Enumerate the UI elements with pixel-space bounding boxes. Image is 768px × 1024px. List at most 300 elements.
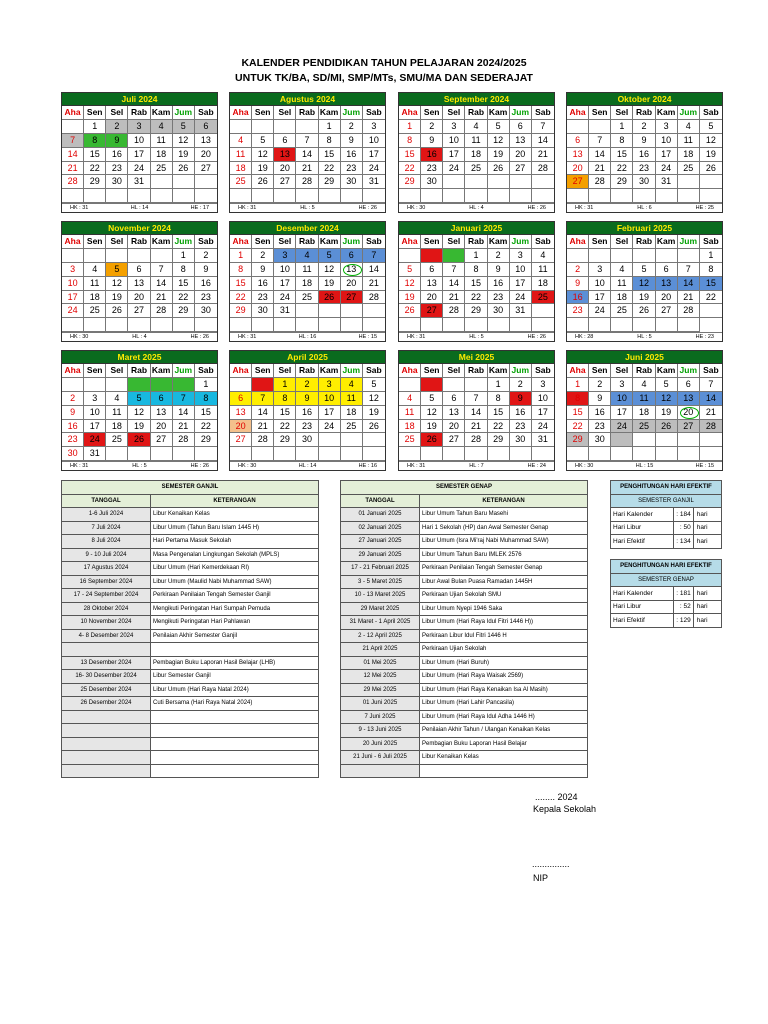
day-cell: 26 <box>319 291 341 305</box>
day-cell <box>128 378 150 392</box>
day-cell: 24 <box>84 433 106 447</box>
day-cell: 5 <box>488 120 510 134</box>
day-cell: 26 <box>656 420 678 434</box>
day-cell: 29 <box>611 175 633 189</box>
day-cell: 11 <box>633 392 655 406</box>
day-cell <box>421 189 443 203</box>
day-cell: 24 <box>274 291 296 305</box>
month-name: Juni 2025 <box>567 351 722 364</box>
day-cell: 23 <box>633 162 655 176</box>
day-cell: 8 <box>465 263 487 277</box>
event-date: 13 Desember 2024 <box>62 656 151 670</box>
day-cell <box>252 120 274 134</box>
day-cell <box>421 378 443 392</box>
day-cell <box>656 318 678 332</box>
day-cell: 25 <box>106 433 128 447</box>
day-cell: 1 <box>465 249 487 263</box>
event-description: Perkiraan Ujian Sekolah <box>420 643 588 657</box>
weekday-header: Sen <box>589 106 611 120</box>
event-date: 27 Januari 2025 <box>341 535 420 549</box>
month-summary-item: HL : 16 <box>298 334 317 341</box>
day-cell: 29 <box>84 175 106 189</box>
day-cell: 25 <box>230 175 252 189</box>
month-days-grid <box>230 235 385 332</box>
day-cell <box>128 249 150 263</box>
day-type-label: Hari Efektif <box>611 535 674 549</box>
day-cell: 2 <box>195 249 217 263</box>
day-cell: 9 <box>62 406 84 420</box>
day-cell: 29 <box>319 175 341 189</box>
weekday-header: Rab <box>128 106 150 120</box>
event-description: Mengikuti Peringatan Hari Sumpah Pemuda <box>151 602 319 616</box>
event-description <box>151 710 319 724</box>
day-cell <box>678 318 700 332</box>
event-description: Penilaian Akhir Semester Ganjil <box>151 629 319 643</box>
weekday-header: Rab <box>633 364 655 378</box>
table-row <box>341 575 588 589</box>
day-cell <box>633 447 655 461</box>
day-cell: 22 <box>700 291 722 305</box>
weekday-header: Sen <box>84 235 106 249</box>
day-cell: 1 <box>195 378 217 392</box>
day-cell: 8 <box>274 392 296 406</box>
month-summary-item: HK : 30 <box>575 463 594 470</box>
month-summary <box>567 203 722 212</box>
table-row <box>62 683 319 697</box>
day-cell <box>443 378 465 392</box>
day-cell <box>678 433 700 447</box>
table-row <box>62 751 319 765</box>
day-cell: 27 <box>443 433 465 447</box>
day-cell <box>173 447 195 461</box>
day-cell <box>656 447 678 461</box>
day-cell: 14 <box>151 277 173 291</box>
month-calendar <box>398 92 555 213</box>
weekday-header: Sel <box>611 106 633 120</box>
weekday-header: Sab <box>195 364 217 378</box>
day-cell: 22 <box>465 291 487 305</box>
event-description <box>151 724 319 738</box>
day-cell: 25 <box>678 162 700 176</box>
day-cell: 21 <box>465 420 487 434</box>
day-cell: 8 <box>230 263 252 277</box>
day-cell: 4 <box>611 263 633 277</box>
day-cell: 28 <box>443 304 465 318</box>
day-cell: 7 <box>173 392 195 406</box>
day-cell: 19 <box>363 406 385 420</box>
day-cell: 30 <box>106 175 128 189</box>
weekday-header: Kam <box>656 106 678 120</box>
day-cell: 1 <box>84 120 106 134</box>
day-cell: 1 <box>274 378 296 392</box>
day-cell: 3 <box>443 120 465 134</box>
weekday-header: Sel <box>443 106 465 120</box>
day-cell: 11 <box>678 134 700 148</box>
month-summary-item: HE : 26 <box>358 205 377 212</box>
day-cell: 1 <box>319 120 341 134</box>
day-cell: 18 <box>465 148 487 162</box>
day-cell: 1 <box>399 120 421 134</box>
weekday-header: Sab <box>700 235 722 249</box>
day-cell: 11 <box>230 148 252 162</box>
day-cell: 17 <box>319 406 341 420</box>
day-cell <box>633 318 655 332</box>
weekday-header: Aha <box>62 364 84 378</box>
month-name: Februari 2025 <box>567 222 722 235</box>
day-cell: 30 <box>589 433 611 447</box>
day-cell: 23 <box>296 420 318 434</box>
month-summary-item: HE : 26 <box>190 463 209 470</box>
month-summary-item: HL : 5 <box>469 334 484 341</box>
day-cell: 23 <box>488 291 510 305</box>
month-name: Oktober 2024 <box>567 93 722 106</box>
effective-days-subtitle: SEMESTER GANJIL <box>611 494 722 508</box>
table-row <box>341 616 588 630</box>
day-cell <box>633 249 655 263</box>
day-cell: 11 <box>465 134 487 148</box>
day-cell <box>532 189 554 203</box>
table-row <box>62 548 319 562</box>
day-cell <box>443 175 465 189</box>
day-cell: 15 <box>274 406 296 420</box>
day-cell: 17 <box>128 148 150 162</box>
event-description: Libur Umum (Hari Raya Natal 2024) <box>151 683 319 697</box>
table-row <box>341 751 588 765</box>
weekday-header: Sel <box>274 235 296 249</box>
day-cell <box>465 175 487 189</box>
event-description: Libur Umum Tahun Baru Masehi <box>420 508 588 522</box>
day-cell: 16 <box>341 148 363 162</box>
day-cell: 31 <box>363 175 385 189</box>
month-name: Maret 2025 <box>62 351 217 364</box>
day-cell: 21 <box>252 420 274 434</box>
day-cell: 31 <box>656 175 678 189</box>
weekday-header: Sab <box>363 364 385 378</box>
day-cell: 8 <box>319 134 341 148</box>
day-cell: 20 <box>678 406 700 420</box>
day-unit: hari <box>693 508 721 522</box>
day-cell: 24 <box>128 162 150 176</box>
day-cell: 22 <box>488 420 510 434</box>
event-date: 25 Desember 2024 <box>62 683 151 697</box>
day-type-label: Hari Kalender <box>611 587 674 601</box>
month-summary <box>62 203 217 212</box>
column-header-tanggal: TANGGAL <box>62 494 151 508</box>
day-cell <box>700 447 722 461</box>
day-cell: 19 <box>252 162 274 176</box>
day-cell: 17 <box>443 148 465 162</box>
day-cell <box>341 433 363 447</box>
day-cell: 12 <box>700 134 722 148</box>
month-summary-item: HL : 5 <box>637 334 652 341</box>
signature-nip: NIP <box>533 873 549 883</box>
event-description: Perkiraan Ujian Sekolah SMU <box>420 589 588 603</box>
weekday-header: Aha <box>62 106 84 120</box>
day-cell: 20 <box>656 291 678 305</box>
effective-days-subtitle: SEMESTER GENAP <box>611 573 722 587</box>
day-cell: 24 <box>363 162 385 176</box>
day-cell <box>488 189 510 203</box>
day-cell: 3 <box>319 378 341 392</box>
day-cell <box>274 447 296 461</box>
day-cell <box>510 189 532 203</box>
day-cell <box>510 318 532 332</box>
event-date: 8 Juli 2024 <box>62 535 151 549</box>
day-cell: 6 <box>567 134 589 148</box>
day-cell: 17 <box>363 148 385 162</box>
day-cell: 6 <box>656 263 678 277</box>
day-cell <box>274 318 296 332</box>
table-row <box>341 737 588 751</box>
day-cell: 31 <box>274 304 296 318</box>
effective-days-ganjil <box>610 480 722 549</box>
day-cell <box>399 378 421 392</box>
day-cell: 26 <box>700 162 722 176</box>
day-cell: 22 <box>399 162 421 176</box>
day-cell: 13 <box>443 406 465 420</box>
day-cell: 5 <box>633 263 655 277</box>
event-description: Perkiraan Libur Idul Fitri 1446 H <box>420 629 588 643</box>
month-days-grid <box>399 235 554 332</box>
event-description: Libur Umum (Isra Mi'raj Nabi Muhammad SAW) <box>420 535 588 549</box>
day-cell <box>633 433 655 447</box>
day-cell: 16 <box>488 277 510 291</box>
day-cell: 14 <box>173 406 195 420</box>
month-summary-item: HE : 15 <box>695 463 714 470</box>
day-cell: 7 <box>678 263 700 277</box>
day-cell: 16 <box>510 406 532 420</box>
event-description: Libur Umum (Hari Raya Idul Fitri 1446 H)) <box>420 616 588 630</box>
day-cell: 4 <box>230 134 252 148</box>
table-title: SEMESTER GANJIL <box>62 481 319 495</box>
day-cell: 15 <box>84 148 106 162</box>
weekday-header: Rab <box>128 235 150 249</box>
day-cell: 26 <box>488 162 510 176</box>
weekday-header: Sel <box>443 364 465 378</box>
weekday-header: Kam <box>151 364 173 378</box>
day-cell <box>230 447 252 461</box>
day-cell: 2 <box>341 120 363 134</box>
column-header-keterangan: KETERANGAN <box>151 494 319 508</box>
table-row <box>62 589 319 603</box>
weekday-header: Sab <box>195 106 217 120</box>
day-cell: 7 <box>296 134 318 148</box>
day-cell: 1 <box>567 378 589 392</box>
day-cell <box>252 318 274 332</box>
day-cell <box>274 120 296 134</box>
day-cell <box>567 249 589 263</box>
event-description: Hari 1 Sekolah (HP) dan Awal Semester Genap <box>420 521 588 535</box>
event-description: Penilaian Akhir Tahun / Ulangan Kenaikan Kelas <box>420 724 588 738</box>
day-cell <box>106 318 128 332</box>
day-cell <box>611 433 633 447</box>
weekday-header: Aha <box>399 364 421 378</box>
day-cell: 27 <box>341 291 363 305</box>
day-cell <box>465 318 487 332</box>
day-unit: hari <box>693 521 721 535</box>
day-cell: 17 <box>589 291 611 305</box>
weekday-header: Sen <box>589 364 611 378</box>
month-days-grid <box>399 364 554 461</box>
day-cell: 3 <box>656 120 678 134</box>
month-summary <box>230 461 385 470</box>
day-count: : 181 <box>673 587 693 601</box>
day-cell <box>173 378 195 392</box>
day-cell: 12 <box>488 134 510 148</box>
day-cell: 5 <box>128 392 150 406</box>
event-date: 29 Januari 2025 <box>341 548 420 562</box>
day-cell: 21 <box>62 162 84 176</box>
event-description: Mengikuti Peringatan Hari Pahlawan <box>151 616 319 630</box>
day-cell: 9 <box>488 263 510 277</box>
day-cell: 21 <box>151 291 173 305</box>
day-cell: 23 <box>341 162 363 176</box>
month-summary <box>62 332 217 341</box>
event-date: 17 - 21 Februari 2025 <box>341 562 420 576</box>
day-cell <box>611 249 633 263</box>
day-cell: 27 <box>195 162 217 176</box>
day-cell: 1 <box>488 378 510 392</box>
table-row <box>341 764 588 778</box>
day-cell: 4 <box>532 249 554 263</box>
day-cell <box>589 249 611 263</box>
day-cell: 25 <box>151 162 173 176</box>
month-summary-item: HK : 28 <box>575 334 594 341</box>
day-cell <box>633 189 655 203</box>
day-cell <box>151 378 173 392</box>
day-cell <box>465 447 487 461</box>
day-cell <box>84 378 106 392</box>
day-cell: 14 <box>363 263 385 277</box>
weekday-header: Sel <box>106 364 128 378</box>
day-cell: 10 <box>656 134 678 148</box>
day-cell: 5 <box>319 249 341 263</box>
day-cell <box>151 249 173 263</box>
day-cell: 10 <box>319 392 341 406</box>
month-calendar <box>566 92 723 213</box>
day-cell: 24 <box>611 420 633 434</box>
weekday-header: Sel <box>274 106 296 120</box>
day-cell: 12 <box>173 134 195 148</box>
month-summary <box>399 461 554 470</box>
day-cell: 15 <box>611 148 633 162</box>
day-cell: 28 <box>151 304 173 318</box>
month-summary <box>230 332 385 341</box>
day-cell: 11 <box>399 406 421 420</box>
day-cell: 9 <box>195 263 217 277</box>
day-cell: 9 <box>421 134 443 148</box>
month-days-grid <box>230 364 385 461</box>
day-cell: 13 <box>421 277 443 291</box>
day-cell <box>399 249 421 263</box>
table-row <box>341 548 588 562</box>
weekday-header: Kam <box>319 106 341 120</box>
day-cell <box>488 318 510 332</box>
day-cell <box>106 249 128 263</box>
event-date: 21 April 2025 <box>341 643 420 657</box>
month-summary-item: HE : 23 <box>695 334 714 341</box>
month-days-grid <box>567 106 722 203</box>
event-date: 01 Januari 2025 <box>341 508 420 522</box>
day-cell <box>611 189 633 203</box>
day-cell: 10 <box>443 134 465 148</box>
month-summary-item: HK : 30 <box>238 463 257 470</box>
day-cell: 21 <box>589 162 611 176</box>
month-calendar <box>229 350 386 471</box>
weekday-header: Rab <box>633 106 655 120</box>
month-summary-item: HK : 30 <box>70 334 89 341</box>
day-cell: 11 <box>151 134 173 148</box>
event-date: 01 Mei 2025 <box>341 656 420 670</box>
event-description <box>151 643 319 657</box>
day-cell: 28 <box>296 175 318 189</box>
day-cell <box>510 175 532 189</box>
month-name: April 2025 <box>230 351 385 364</box>
event-description: Perkiraan Penilaian Tengah Semester Ganjil <box>151 589 319 603</box>
day-cell: 16 <box>195 277 217 291</box>
day-cell: 11 <box>532 263 554 277</box>
day-cell <box>611 318 633 332</box>
month-summary-item: HK : 31 <box>575 205 594 212</box>
effective-days-row <box>611 614 722 628</box>
day-cell: 29 <box>399 175 421 189</box>
weekday-header: Kam <box>656 364 678 378</box>
day-cell <box>230 378 252 392</box>
day-cell: 9 <box>510 392 532 406</box>
weekday-header: Aha <box>399 235 421 249</box>
day-cell: 15 <box>567 406 589 420</box>
day-cell: 26 <box>421 433 443 447</box>
month-calendar <box>61 92 218 213</box>
table-row <box>62 643 319 657</box>
month-name: Desember 2024 <box>230 222 385 235</box>
event-date: 17 - 24 September 2024 <box>62 589 151 603</box>
day-cell: 28 <box>589 175 611 189</box>
month-summary-item: HK : 31 <box>238 205 257 212</box>
day-cell <box>319 447 341 461</box>
table-row <box>62 629 319 643</box>
day-cell: 29 <box>567 433 589 447</box>
day-cell <box>589 447 611 461</box>
event-description: Libur Umum (Hari Raya Waisak 2569) <box>420 670 588 684</box>
day-cell: 1 <box>700 249 722 263</box>
day-cell <box>319 318 341 332</box>
day-cell <box>319 433 341 447</box>
day-cell <box>532 304 554 318</box>
day-cell: 17 <box>84 420 106 434</box>
event-date: 26 Desember 2024 <box>62 697 151 711</box>
day-cell <box>567 120 589 134</box>
day-cell: 8 <box>84 134 106 148</box>
day-cell <box>678 447 700 461</box>
weekday-header: Jum <box>173 235 195 249</box>
month-summary-item: HL : 5 <box>300 205 315 212</box>
day-cell <box>173 318 195 332</box>
day-cell: 17 <box>656 148 678 162</box>
effective-days-title: PENGHITUNGAN HARI EFEKTIF <box>611 481 722 495</box>
day-cell: 7 <box>700 378 722 392</box>
day-cell: 12 <box>633 277 655 291</box>
day-cell: 4 <box>341 378 363 392</box>
day-cell: 28 <box>62 175 84 189</box>
day-cell <box>62 378 84 392</box>
day-cell: 27 <box>510 162 532 176</box>
month-calendar <box>229 92 386 213</box>
weekday-header: Sel <box>443 235 465 249</box>
day-cell: 16 <box>62 420 84 434</box>
day-cell: 25 <box>633 420 655 434</box>
month-summary <box>399 332 554 341</box>
